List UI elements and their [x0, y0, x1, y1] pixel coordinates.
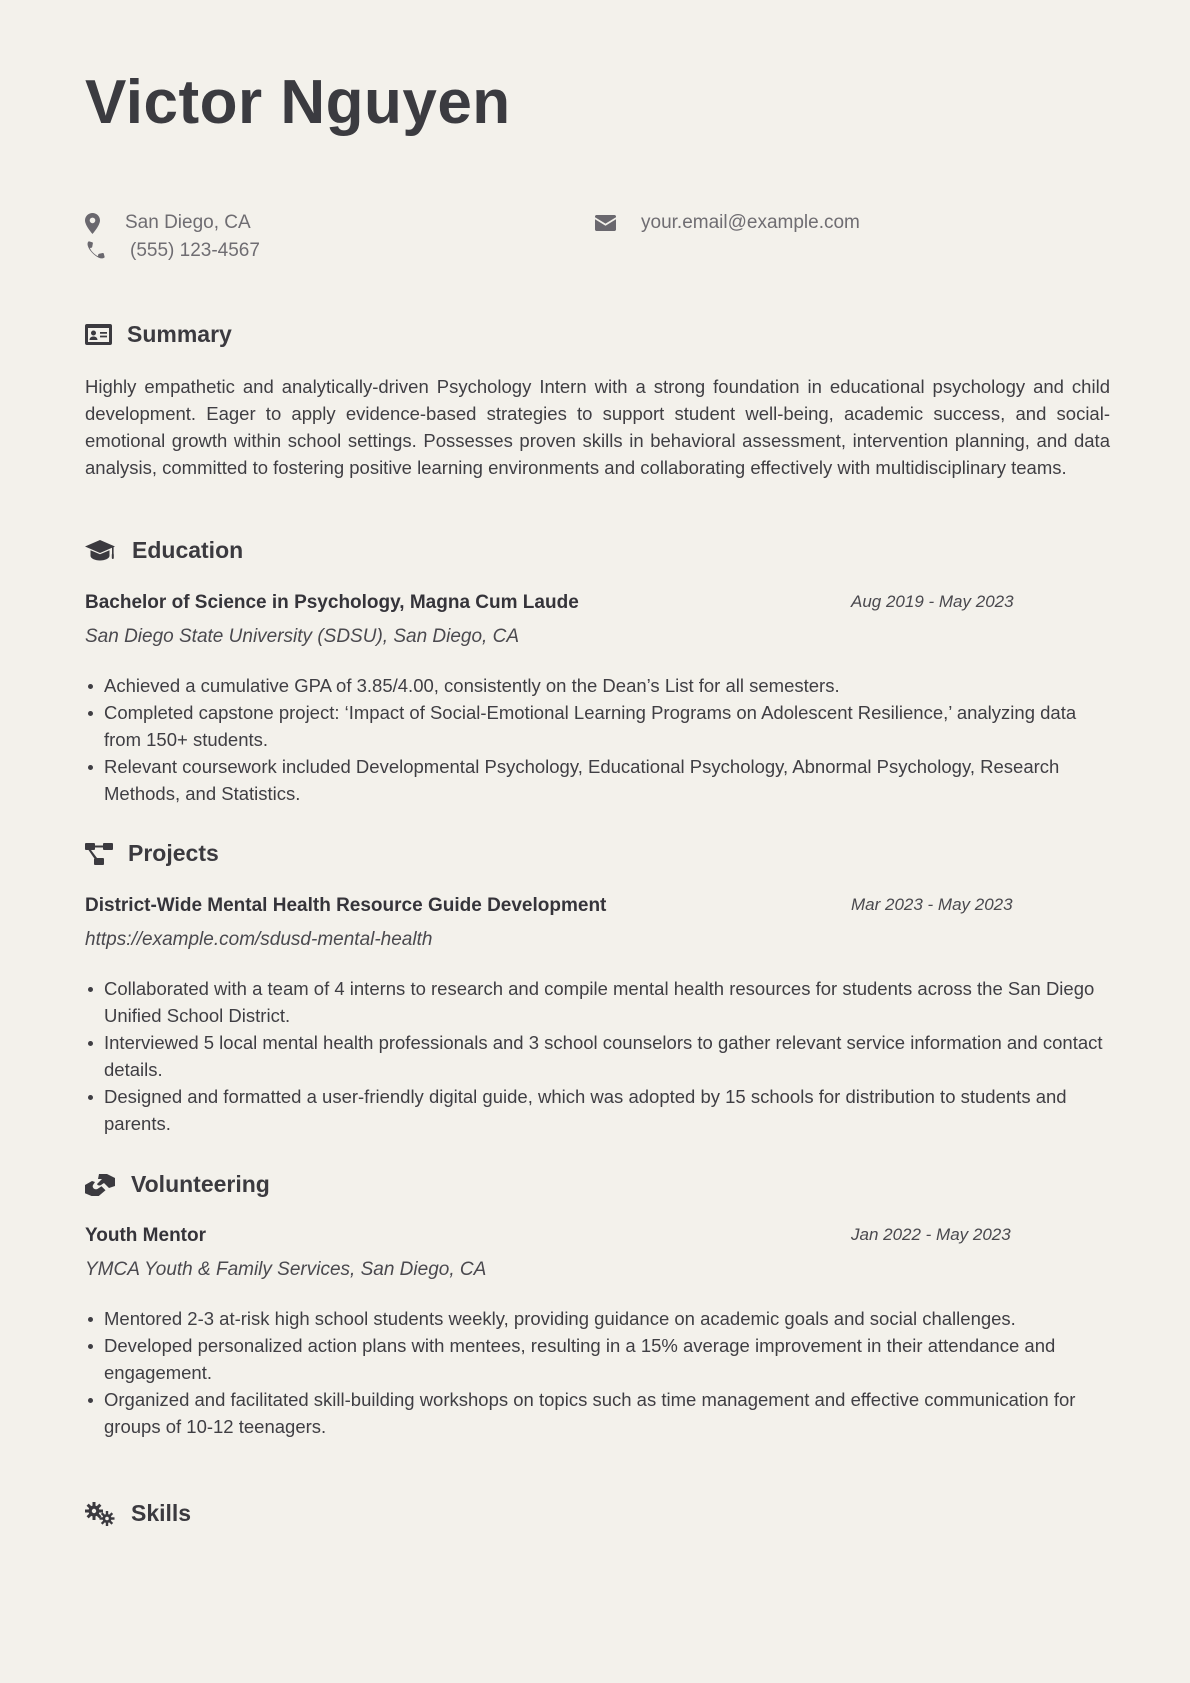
project-entry-link[interactable]: https://example.com/sdusd-mental-health: [85, 929, 433, 950]
list-item: Interviewed 5 local mental health professionals and 3 school counselors to gather relevant service information and contact details.: [85, 1029, 1110, 1083]
education-entry-title: Bachelor of Science in Psychology, Magna Cum Laude: [85, 592, 579, 613]
map-marker-icon: [85, 213, 100, 234]
summary-heading-text: Summary: [127, 321, 232, 347]
volunteering-entry-title: Youth Mentor: [85, 1225, 207, 1246]
hands-helping-icon: [85, 1173, 115, 1196]
summary-text: Highly empathetic and analytically-driven Psychology Intern with a strong foundation in educational psychology and child development. Eager to apply evidence-based strategies to support student well-being, academic success, and social-emotional growth within school settings. Possesses proven skills in behavioral assessment, intervention planning, and data analysis, committed to fostering positive learning environments and collaborating effectively with multidisciplinary teams.: [85, 376, 1110, 478]
education-entry-subtitle: San Diego State University (SDSU), San Diego, CA: [85, 626, 520, 647]
list-item: Achieved a cumulative GPA of 3.85/4.00, consistently on the Dean’s List for all semesters.: [85, 672, 1110, 699]
volunteering-heading-text: Volunteering: [131, 1171, 270, 1197]
list-item: Designed and formatted a user-friendly digital guide, which was adopted by 15 schools for distribution to students and parents.: [85, 1083, 1110, 1137]
section-summary-heading: [85, 321, 232, 348]
graduation-cap-icon: [85, 540, 115, 562]
project-entry-dates: Mar 2023 - May 2023: [851, 895, 1013, 914]
volunteering-entry-subtitle: YMCA Youth & Family Services, San Diego, CA: [85, 1259, 487, 1280]
id-card-icon: [85, 324, 112, 345]
list-item: Completed capstone project: ‘Impact of Social-Emotional Learning Programs on Adolescent Resilience,’ analyzing data from 150+ students.: [85, 699, 1110, 753]
list-item: Collaborated with a team of 4 interns to research and compile mental health resources for students across the San Diego Unified School District.: [85, 975, 1110, 1029]
skills-heading-text: Skills: [131, 1500, 192, 1526]
section-projects-heading: [85, 840, 219, 867]
contact-phone: [85, 240, 260, 262]
location-text: San Diego, CA: [125, 212, 251, 233]
education-entry-dates: Aug 2019 - May 2023: [851, 592, 1014, 611]
education-bullet-list: [85, 672, 1110, 807]
phone-icon: [85, 241, 105, 261]
envelope-icon: [595, 215, 616, 231]
phone-text: (555) 123-4567: [130, 240, 260, 261]
project-entry-title: District-Wide Mental Health Resource Guide Development: [85, 895, 607, 916]
list-item: Developed personalized action plans with mentees, resulting in a 15% average improvement in their attendance and engagement.: [85, 1332, 1110, 1386]
contact-location: [85, 212, 251, 234]
list-item: Organized and facilitated skill-building workshops on topics such as time management and effective communication for groups of 10-12 teenagers.: [85, 1386, 1110, 1440]
section-volunteering-heading: [85, 1171, 270, 1198]
education-heading-text: Education: [132, 537, 244, 563]
email-text[interactable]: your.email@example.com: [641, 212, 860, 233]
volunteering-entry-dates: Jan 2022 - May 2023: [851, 1225, 1011, 1244]
project-diagram-icon: [85, 843, 113, 865]
list-item: Mentored 2-3 at-risk high school students weekly, providing guidance on academic goals and social challenges.: [85, 1305, 1110, 1332]
projects-bullet-list: [85, 975, 1110, 1137]
contact-email: [595, 212, 860, 234]
section-skills-heading: [85, 1500, 191, 1527]
cogs-icon: [85, 1502, 115, 1526]
candidate-name: Victor Nguyen: [85, 68, 511, 137]
volunteering-bullet-list: [85, 1305, 1110, 1440]
projects-heading-text: Projects: [128, 840, 219, 866]
list-item: Relevant coursework included Developmental Psychology, Educational Psychology, Abnormal Psychology, Research Methods, and Statistics.: [85, 753, 1110, 807]
section-education-heading: [85, 537, 243, 564]
